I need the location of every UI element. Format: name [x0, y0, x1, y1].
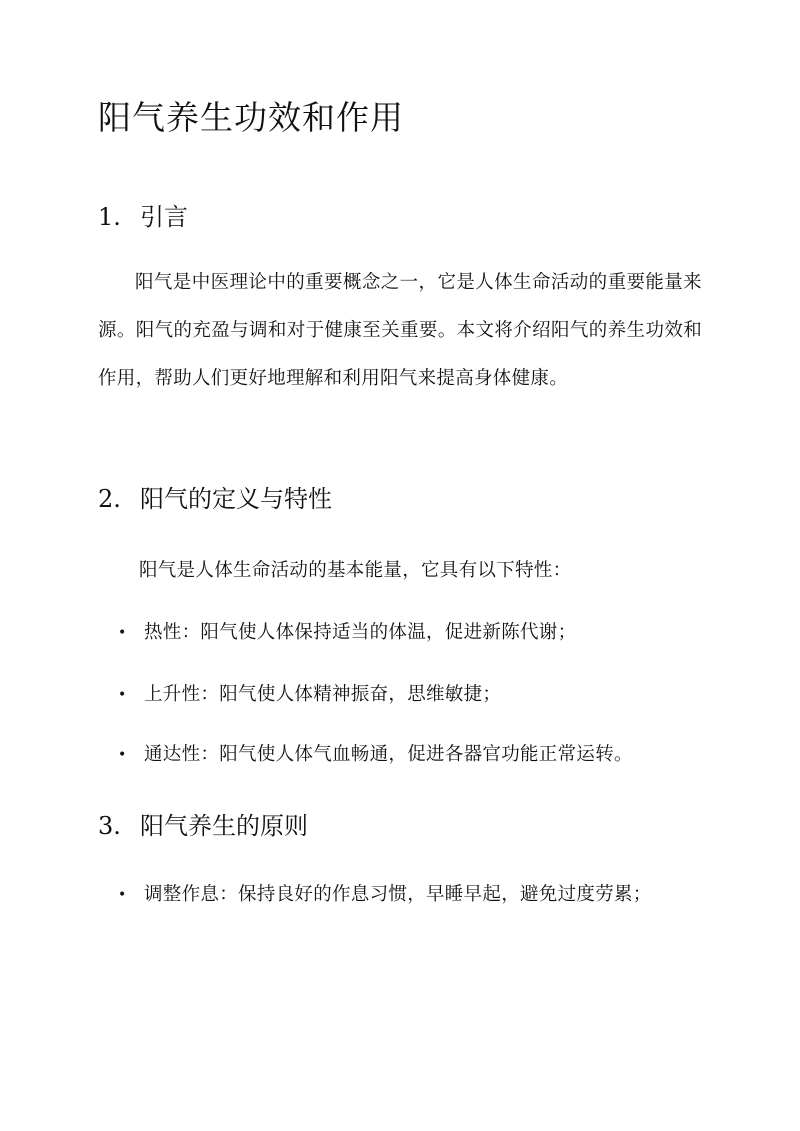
section-number: 3.	[98, 812, 121, 840]
section-title: 引言	[140, 203, 188, 231]
list-item	[118, 683, 703, 722]
bullet-icon: •	[118, 625, 127, 641]
bullet-icon: •	[118, 687, 127, 703]
list-item	[118, 743, 703, 782]
section-title: 阳气养生的原则	[140, 812, 308, 840]
list-item-text: 调整作息：保持良好的作息习惯，早睡早起，避免过度劳累；	[144, 884, 652, 905]
list-item	[118, 621, 703, 660]
section-number: 2.	[98, 485, 121, 513]
bullet-icon: •	[118, 747, 127, 763]
document-title: 阳气养生功效和作用	[98, 98, 404, 137]
section-number: 1.	[98, 203, 121, 231]
section-heading-definition	[98, 479, 332, 514]
bullet-icon: •	[118, 887, 127, 903]
definition-intro: 阳气是人体生命活动的基本能量，它具有以下特性：	[139, 560, 572, 581]
section-heading-principles	[98, 806, 308, 841]
list-item-text: 上升性：阳气使人体精神振奋，思维敏捷；	[144, 684, 502, 705]
section-title: 阳气的定义与特性	[140, 485, 332, 513]
introduction-paragraph: 阳气是中医理论中的重要概念之一，它是人体生命活动的重要能量来源。阳气的充盈与调和对于健康至关重要。本文将介绍阳气的养生功效和作用，帮助人们更好地理解和利用阳气来提高身体健康。	[98, 272, 702, 389]
section-heading-introduction	[98, 197, 188, 232]
list-item-text: 通达性：阳气使人体气血畅通，促进各器官功能正常运转。	[144, 744, 633, 765]
list-item-text: 热性：阳气使人体保持适当的体温，促进新陈代谢；	[144, 622, 577, 643]
list-item	[118, 883, 678, 922]
